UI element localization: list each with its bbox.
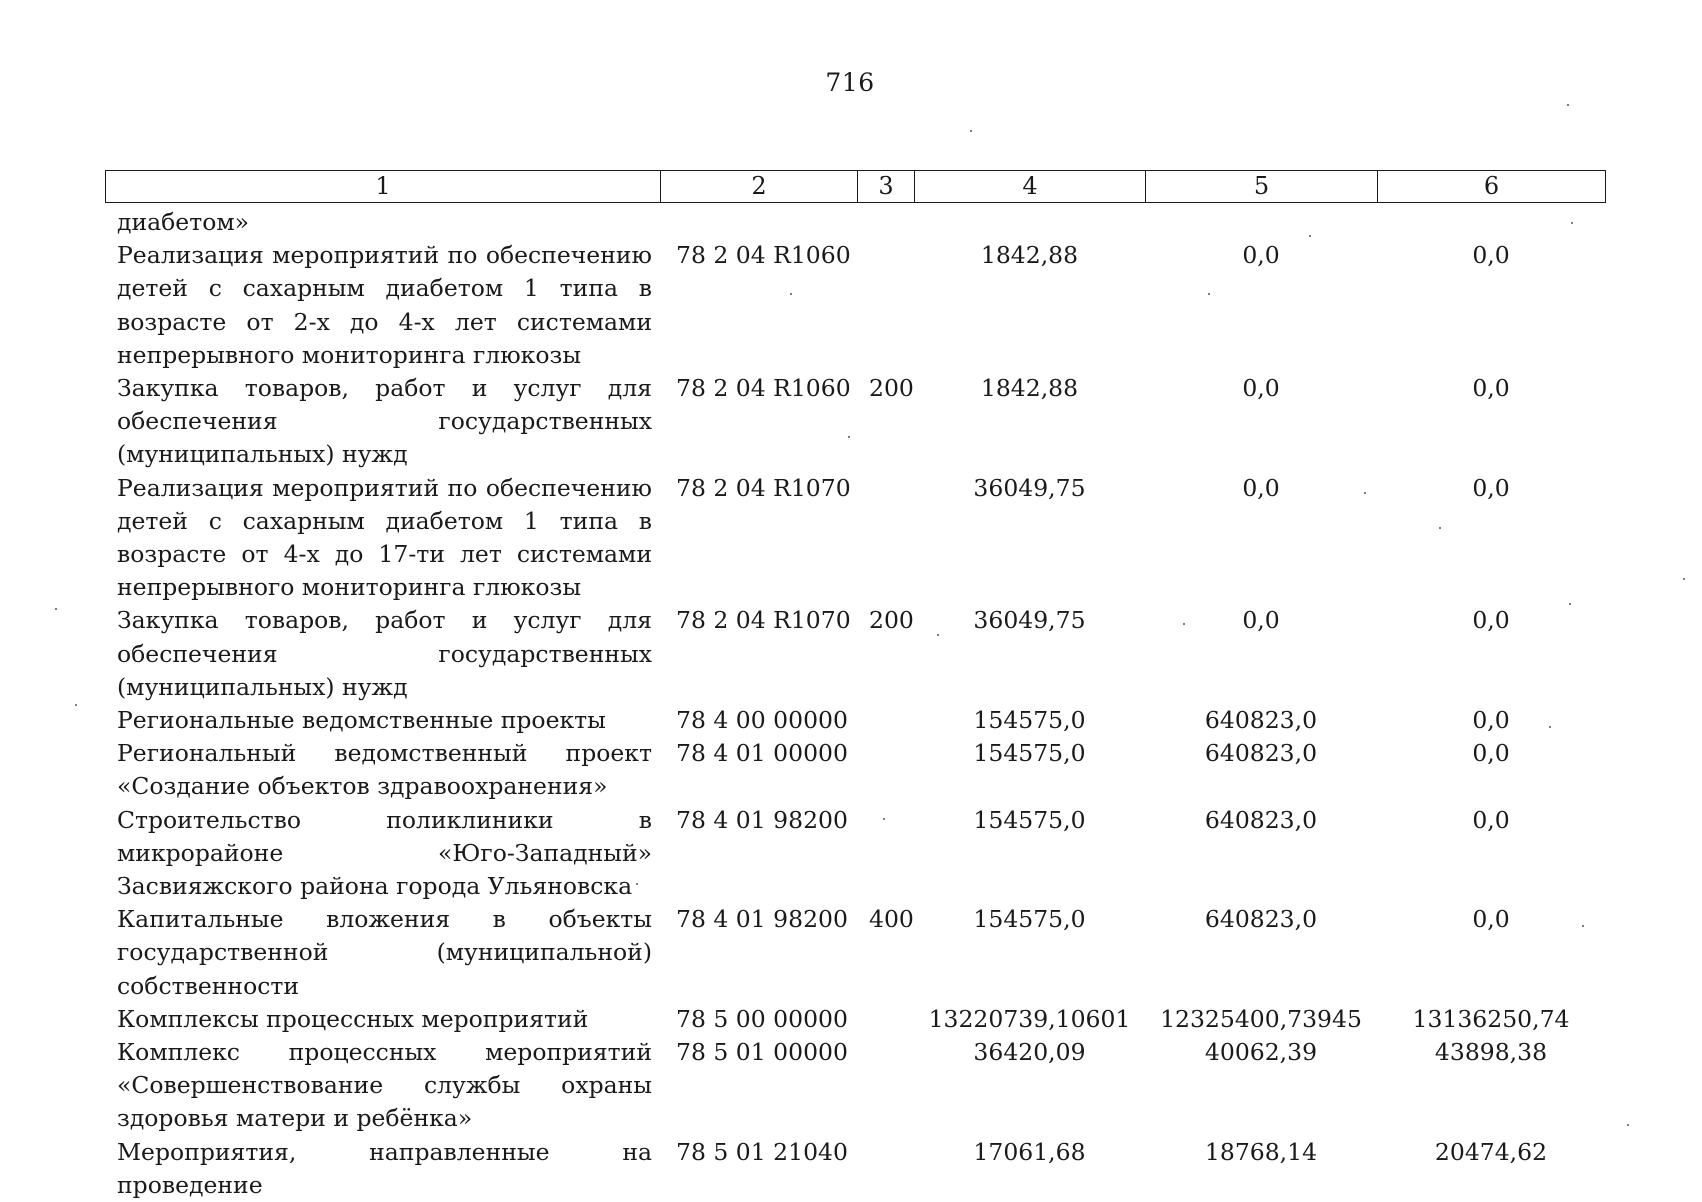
- row-name: Реализация мероприятий по обеспечению детей с сахарным диабетом 1 типа в возрасте от 4-х до 17-ти лет системами непрерывного мониторинга глюкозы: [117, 473, 652, 602]
- row-value-col5: 640823,0: [1204, 805, 1318, 834]
- row-value-col6: 0,0: [1472, 473, 1510, 502]
- row-name: Комплексы процессных мероприятий: [117, 1004, 589, 1033]
- row-target-code: 78 2 04 R1060: [676, 374, 851, 403]
- row-name: Комплекс процессных мероприятий «Совершенствование службы охраны здоровья матери и ребёнка»: [117, 1038, 652, 1133]
- table-row: [105, 804, 1605, 904]
- scan-speck: [1208, 293, 1210, 295]
- row-value-col5: 0,0: [1242, 473, 1280, 502]
- row-value-col6: 13136250,74: [1412, 1004, 1570, 1033]
- table-row: [105, 704, 1605, 737]
- row-name: Закупка товаров, работ и услуг для обеспечения государственных (муниципальных) нужд: [117, 606, 652, 701]
- row-value-col4: [914, 206, 1145, 239]
- row-value-col5: [1145, 206, 1377, 239]
- scan-speck: [1439, 527, 1441, 529]
- scan-speck: [75, 704, 77, 706]
- table-row: [105, 472, 1605, 605]
- row-expense-type: [857, 239, 914, 372]
- row-value-col6: 0,0: [1472, 241, 1510, 270]
- row-expense-type: [857, 1003, 914, 1036]
- row-expense-type: 200: [869, 374, 914, 403]
- row-value-col5: 12325400,73945: [1160, 1004, 1362, 1033]
- row-value-col6: 0,0: [1472, 606, 1510, 635]
- row-target-code: 78 5 00 00000: [676, 1004, 848, 1033]
- scan-speck: [636, 883, 638, 885]
- row-value-col6: 0,0: [1472, 739, 1510, 768]
- row-target-code: 78 2 04 R1070: [676, 606, 851, 635]
- row-value-col4: 154575,0: [973, 805, 1086, 834]
- row-value-col6: 0,0: [1472, 374, 1510, 403]
- scan-speck: [790, 293, 792, 295]
- row-value-col5: 640823,0: [1204, 706, 1318, 735]
- row-value-col6: 0,0: [1472, 905, 1510, 934]
- row-target-code: 78 5 01 21040: [676, 1137, 848, 1166]
- row-value-col4: 13220739,10601: [928, 1004, 1131, 1033]
- row-value-col5: 40062,39: [1204, 1038, 1318, 1067]
- scan-speck: [1571, 222, 1573, 224]
- row-name: Капитальные вложения в объекты государственной (муниципальной) собственности: [117, 905, 652, 1000]
- row-target-code: 78 5 01 00000: [676, 1038, 848, 1067]
- scan-speck: [1582, 925, 1584, 927]
- row-name: Мероприятия, направленные на проведение: [117, 1137, 652, 1199]
- scan-speck: [55, 608, 57, 610]
- row-target-code: 78 4 00 00000: [676, 706, 848, 735]
- row-name: Закупка товаров, работ и услуг для обеспечения государственных (муниципальных) нужд: [117, 374, 652, 469]
- table-row: [105, 737, 1605, 803]
- row-target-code: 78 4 01 98200: [676, 805, 848, 834]
- row-value-col5: 0,0: [1242, 374, 1280, 403]
- header-col-5: 5: [1146, 171, 1378, 203]
- scan-speck: [1309, 235, 1311, 237]
- row-expense-type: [857, 472, 914, 605]
- row-target-code: 78 4 01 98200: [676, 905, 848, 934]
- scan-speck: [1183, 623, 1185, 625]
- row-expense-type: 400: [869, 905, 914, 934]
- row-value-col5: 640823,0: [1204, 905, 1318, 934]
- row-value-col4: 36049,75: [973, 606, 1086, 635]
- table-row: [105, 239, 1605, 372]
- row-value-col4: 1842,88: [980, 241, 1079, 270]
- row-name: Реализация мероприятий по обеспечению детей с сахарным диабетом 1 типа в возрасте от 2-х до 4-х лет системами непрерывного мониторинга глюкозы: [117, 241, 652, 369]
- row-value-col4: 154575,0: [973, 905, 1086, 934]
- scan-speck: [1627, 1124, 1629, 1126]
- scan-speck: [1549, 726, 1551, 728]
- row-value-col5: 640823,0: [1204, 739, 1318, 768]
- table-row: [105, 1136, 1605, 1202]
- scan-speck: [1683, 578, 1685, 580]
- row-target-code: 78 2 04 R1060: [676, 241, 851, 270]
- scan-speck: [937, 634, 939, 636]
- column-number-header: [105, 170, 1606, 203]
- row-value-col5: 18768,14: [1204, 1137, 1318, 1166]
- row-expense-type: [857, 206, 914, 239]
- table-row: [105, 1036, 1605, 1136]
- row-name: Региональные ведомственные проекты: [117, 706, 606, 735]
- row-expense-type: [857, 1136, 914, 1202]
- row-value-col4: 154575,0: [973, 706, 1086, 735]
- header-col-6: 6: [1378, 171, 1606, 203]
- scan-speck: [883, 818, 885, 820]
- row-target-code: 78 2 04 R1070: [676, 473, 851, 502]
- row-value-col6: 20474,62: [1434, 1137, 1548, 1166]
- scan-speck: [1569, 603, 1571, 605]
- scan-speck: [970, 130, 972, 132]
- row-value-col4: 36420,09: [973, 1038, 1086, 1067]
- table-row: [105, 604, 1605, 704]
- row-value-col6: 43898,38: [1434, 1038, 1548, 1067]
- row-expense-type: [857, 804, 914, 904]
- row-expense-type: 200: [869, 606, 914, 635]
- row-target-code: 78 4 01 00000: [676, 739, 848, 768]
- row-target-code: [660, 206, 857, 239]
- header-row: [106, 171, 1606, 203]
- scan-speck: [1567, 104, 1569, 106]
- row-value-col4: 36049,75: [973, 473, 1086, 502]
- row-expense-type: [857, 737, 914, 803]
- row-value-col6: 0,0: [1472, 805, 1510, 834]
- row-value-col6: 0,0: [1472, 706, 1510, 735]
- row-value-col4: 154575,0: [973, 739, 1086, 768]
- row-value-col4: 17061,68: [973, 1137, 1086, 1166]
- header-col-4: 4: [915, 171, 1146, 203]
- scan-speck: [848, 436, 850, 438]
- header-col-3: 3: [858, 171, 915, 203]
- row-value-col5: 0,0: [1242, 606, 1280, 635]
- table-row: [105, 372, 1605, 472]
- header-col-1: 1: [106, 171, 661, 203]
- table-row: [105, 903, 1605, 1003]
- header-col-2: 2: [661, 171, 858, 203]
- row-name: Строительство поликлиники в микрорайоне «Юго-Западный» Засвияжского района города Ульяновска: [117, 805, 652, 901]
- row-name: Региональный ведомственный проект «Создание объектов здравоохранения»: [117, 739, 652, 801]
- table-row: [105, 206, 1605, 239]
- row-expense-type: [857, 704, 914, 737]
- row-value-col4: 1842,88: [980, 374, 1079, 403]
- table-row: [105, 1003, 1605, 1036]
- page-number: 716: [825, 68, 875, 97]
- row-expense-type: [857, 1036, 914, 1136]
- budget-table: [105, 206, 1605, 1202]
- scan-speck: [1364, 492, 1366, 494]
- row-value-col5: 0,0: [1242, 241, 1280, 270]
- row-name: диабетом»: [117, 208, 250, 236]
